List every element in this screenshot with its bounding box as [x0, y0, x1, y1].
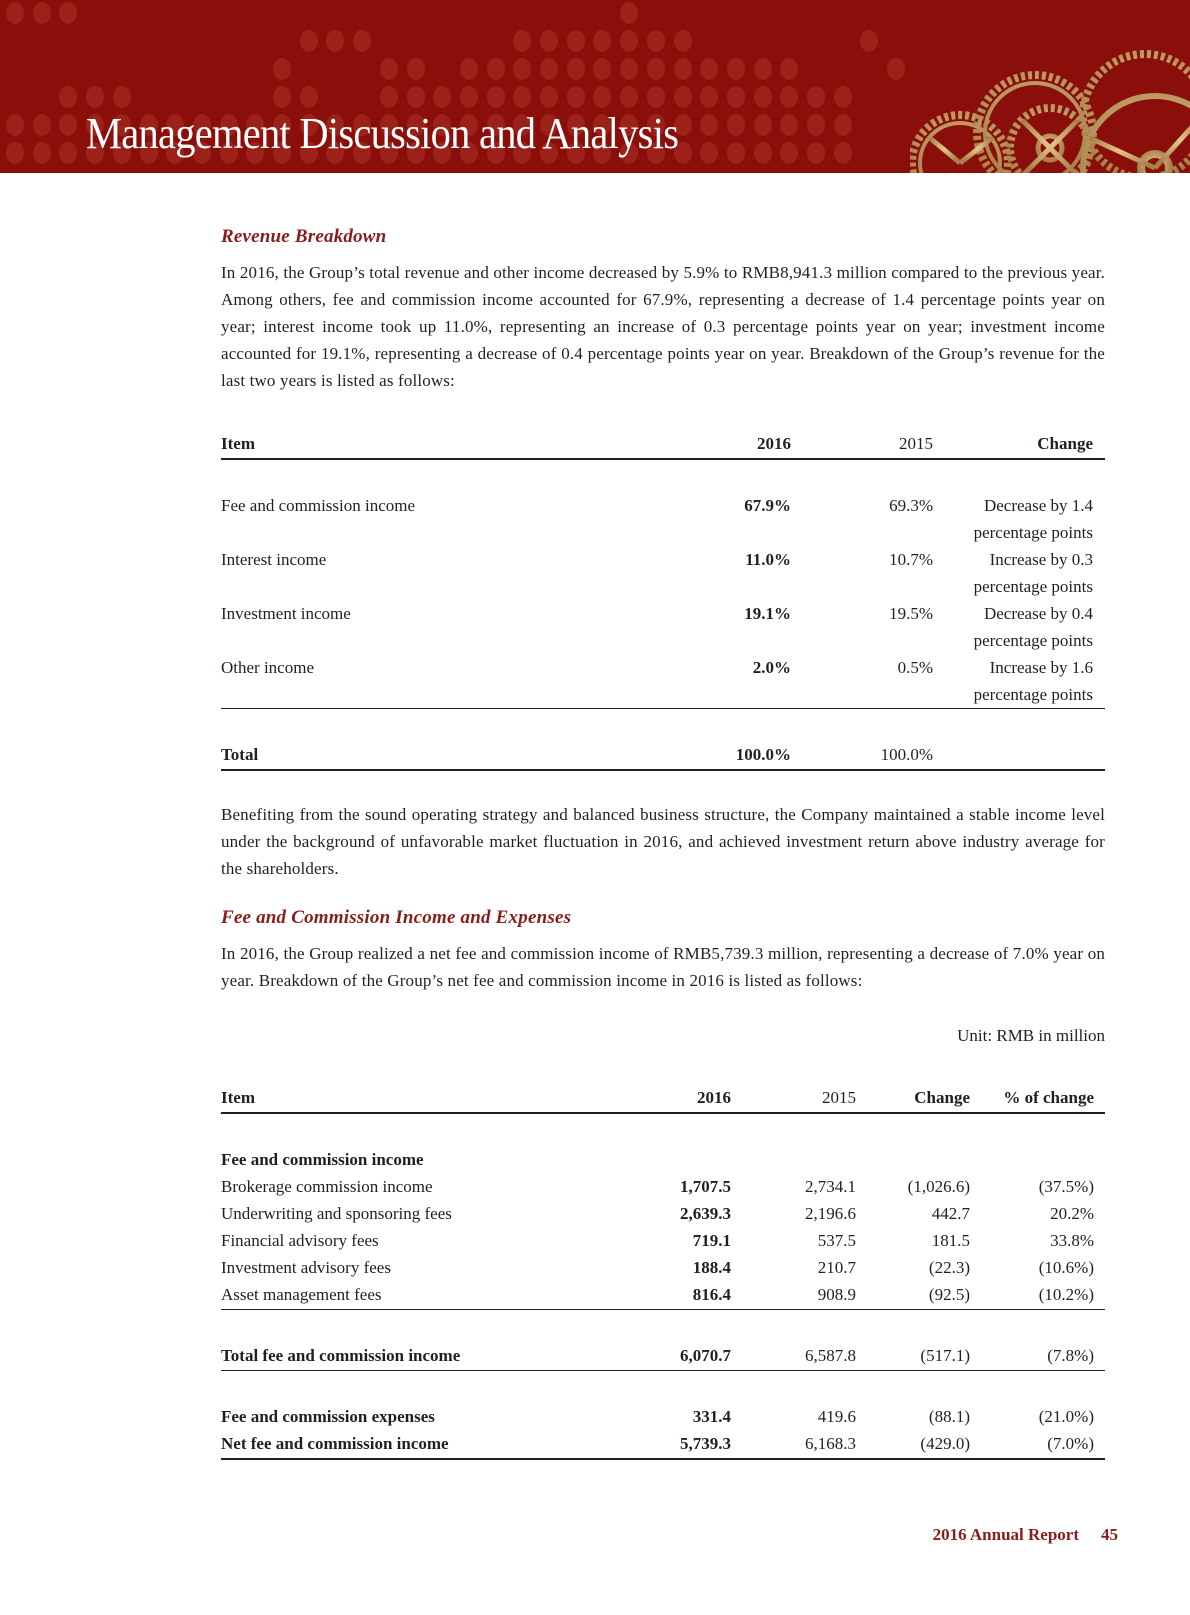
row-pct-change: 33.8% [1050, 1231, 1094, 1250]
column-header-change: Change [933, 420, 1105, 459]
decorative-dot [727, 142, 745, 164]
row-2015: 19.5% [889, 604, 933, 623]
table-row [221, 1200, 1105, 1227]
decorative-dot [780, 114, 798, 136]
change-line-2: percentage points [973, 685, 1093, 704]
report-label: 2016 Annual Report [932, 1525, 1079, 1544]
decorative-dot [834, 142, 852, 164]
decorative-dot [567, 86, 585, 108]
decorative-dot [754, 142, 772, 164]
column-header-item: Item [221, 1074, 631, 1113]
column-header-item: Item [221, 420, 691, 459]
decorative-dot [300, 30, 318, 52]
expenses-row [221, 1403, 1105, 1430]
total-2016: 100.0% [691, 709, 791, 771]
decorative-dot [887, 58, 905, 80]
net-2016: 5,739.3 [631, 1430, 731, 1459]
decorative-dot [727, 114, 745, 136]
decorative-dot [807, 114, 825, 136]
decorative-dot [407, 86, 425, 108]
fee-commission-table [221, 1074, 1105, 1460]
row-2015: 69.3% [889, 496, 933, 515]
table-group-row [221, 1146, 1105, 1173]
decorative-dot [6, 142, 24, 164]
total-2016: 6,070.7 [631, 1342, 731, 1371]
decorative-dot [273, 58, 291, 80]
revenue-intro-paragraph: In 2016, the Group’s total revenue and other income decreased by 5.9% to RMB8,941.3 million compared to the previous year. Among others, fee and commission income accounted for 67.9%, representing a decrease of 1.4 percentage points year on year; interest income took up 11.0%, representing an increase of 0.3 percentage points year on year; investment income accounted for 19.1%, representing a decrease of 0.4 percentage points year on year. Breakdown of the Group’s revenue for the last two years is listed as follows: [221, 263, 1105, 390]
row-change: 442.7 [931, 1204, 970, 1223]
decorative-dot [113, 86, 131, 108]
row-item: Other income [221, 654, 691, 709]
decorative-dot [33, 114, 51, 136]
decorative-dot [513, 30, 531, 52]
group-label: Fee and commission income [221, 1150, 424, 1169]
decorative-dot [700, 142, 718, 164]
decorative-dot [674, 86, 692, 108]
change-line-2: percentage points [973, 631, 1093, 650]
decorative-dot [540, 86, 558, 108]
net-label: Net fee and commission income [221, 1430, 631, 1459]
row-change [933, 546, 1105, 600]
decorative-dot [620, 86, 638, 108]
row-2016: 2.0% [691, 654, 791, 709]
decorative-dot [754, 86, 772, 108]
total-2015: 100.0% [791, 709, 933, 771]
decorative-dot [593, 58, 611, 80]
decorative-dot [780, 58, 798, 80]
header-banner [0, 0, 1190, 173]
row-2015: 537.5 [817, 1231, 856, 1250]
decorative-dot [567, 30, 585, 52]
row-change [933, 654, 1105, 709]
decorative-dot [513, 58, 531, 80]
revenue-breakdown-table [221, 420, 1105, 771]
net-income-row [221, 1430, 1105, 1459]
decorative-dot [780, 86, 798, 108]
total-change: (517.1) [856, 1342, 981, 1371]
column-header-2015: 2015 [791, 420, 933, 459]
decorative-dot [834, 86, 852, 108]
row-2016: 719.1 [692, 1231, 731, 1250]
decorative-dot [860, 30, 878, 52]
page-footer [933, 1525, 1118, 1545]
expenses-2016: 331.4 [692, 1407, 731, 1426]
change-line-1: Decrease by 0.4 [983, 604, 1093, 623]
decorative-dot [380, 86, 398, 108]
row-2016: 1,707.5 [680, 1177, 731, 1196]
decorative-dot [540, 58, 558, 80]
revenue-conclusion-paragraph: Benefiting from the sound operating strategy and balanced business structure, the Company maintained a stable income level under the background of unfavorable market fluctuation in 2016, and achieved investment return above industry average for the shareholders. [221, 805, 1105, 878]
total-2015: 6,587.8 [731, 1342, 856, 1371]
decorative-dot [700, 86, 718, 108]
row-change: (22.3) [928, 1258, 970, 1277]
table-row [221, 654, 1105, 709]
row-item: Investment income [221, 604, 351, 623]
row-item: Asset management fees [221, 1281, 631, 1310]
decorative-dot [433, 86, 451, 108]
decorative-dot [59, 86, 77, 108]
table-total-row [221, 709, 1105, 771]
row-change [933, 492, 1105, 546]
row-2016: 816.4 [631, 1281, 731, 1310]
row-change: (1,026.6) [907, 1177, 970, 1196]
decorative-dot [754, 58, 772, 80]
table-row [221, 546, 1105, 600]
decorative-dot [487, 58, 505, 80]
row-2016: 19.1% [744, 604, 791, 623]
decorative-dot [647, 58, 665, 80]
table-row [221, 1227, 1105, 1254]
decorative-dot [700, 114, 718, 136]
row-pct-change: (37.5%) [1038, 1177, 1094, 1196]
decorative-dot [59, 2, 77, 24]
row-2015: 908.9 [731, 1281, 856, 1310]
decorative-dot [593, 86, 611, 108]
decorative-dot [487, 86, 505, 108]
table-row [221, 1173, 1105, 1200]
row-2016: 188.4 [692, 1258, 731, 1277]
row-2015: 2,734.1 [805, 1177, 856, 1196]
decorative-dot [674, 30, 692, 52]
decorative-dot [567, 58, 585, 80]
decorative-dot [620, 58, 638, 80]
column-header-2016: 2016 [691, 420, 791, 459]
table-row [221, 1281, 1105, 1310]
row-2015: 2,196.6 [805, 1204, 856, 1223]
decorative-dot [647, 86, 665, 108]
decorative-dot [727, 58, 745, 80]
decorative-dot [513, 86, 531, 108]
row-2016: 11.0% [745, 550, 791, 569]
page-number: 45 [1101, 1525, 1118, 1544]
decorative-dot [807, 142, 825, 164]
decorative-dot [647, 30, 665, 52]
row-item: Financial advisory fees [221, 1231, 379, 1250]
decorative-dot [754, 114, 772, 136]
decorative-dot [59, 114, 77, 136]
table-row [221, 600, 1105, 654]
table-total-row [221, 1342, 1105, 1371]
decorative-dot [6, 114, 24, 136]
gears-illustration-icon [910, 38, 1190, 173]
row-change: 181.5 [931, 1231, 970, 1250]
row-2016: 2,639.3 [680, 1204, 731, 1223]
table-header-row [221, 420, 1105, 459]
expenses-2015: 419.6 [817, 1407, 856, 1426]
change-line-1: Decrease by 1.4 [983, 496, 1093, 515]
decorative-dot [59, 142, 77, 164]
decorative-dot [593, 30, 611, 52]
decorative-dot [353, 30, 371, 52]
row-change [933, 600, 1105, 654]
decorative-dot [780, 142, 798, 164]
total-label: Total fee and commission income [221, 1342, 631, 1371]
net-change: (429.0) [856, 1430, 981, 1459]
decorative-dot [380, 58, 398, 80]
total-label: Total [221, 709, 691, 771]
decorative-dot [33, 142, 51, 164]
total-change [933, 709, 1105, 771]
net-2015: 6,168.3 [731, 1430, 856, 1459]
main-content [221, 215, 1105, 1460]
row-change: (92.5) [856, 1281, 981, 1310]
change-line-1: Increase by 0.3 [989, 550, 1093, 569]
row-item: Fee and commission income [221, 496, 416, 515]
decorative-dot [727, 86, 745, 108]
decorative-dot [460, 86, 478, 108]
change-line-1: Increase by 1.6 [989, 658, 1093, 677]
decorative-dot [273, 86, 291, 108]
total-pct-change: (7.8%) [981, 1342, 1105, 1371]
row-pct-change: (10.2%) [981, 1281, 1105, 1310]
decorative-dot [674, 58, 692, 80]
row-item: Interest income [221, 550, 327, 569]
column-header-pct-change: % of change [981, 1074, 1105, 1113]
decorative-dot [620, 2, 638, 24]
row-pct-change: (10.6%) [1038, 1258, 1094, 1277]
column-header-2016: 2016 [631, 1074, 731, 1113]
row-2015: 10.7% [889, 550, 933, 569]
expenses-label: Fee and commission expenses [221, 1407, 435, 1426]
decorative-dot [6, 2, 24, 24]
expenses-pct-change: (21.0%) [1038, 1407, 1094, 1426]
decorative-dot [407, 58, 425, 80]
decorative-dot [300, 86, 318, 108]
decorative-dot [834, 114, 852, 136]
decorative-dot [540, 30, 558, 52]
decorative-dot [33, 2, 51, 24]
decorative-dot [326, 30, 344, 52]
fee-intro-paragraph: In 2016, the Group realized a net fee and commission income of RMB5,739.3 million, representing a decrease of 7.0% year on year. Breakdown of the Group’s net fee and commission income in 2016 is listed as follows: [221, 944, 1105, 990]
change-line-2: percentage points [973, 523, 1093, 542]
fee-commission-heading: Fee and Commission Income and Expenses [221, 907, 572, 928]
revenue-breakdown-heading: Revenue Breakdown [221, 226, 387, 247]
page-title: Management Discussion and Analysis [86, 109, 679, 158]
decorative-dot [620, 30, 638, 52]
row-item: Brokerage commission income [221, 1177, 433, 1196]
row-item: Underwriting and sponsoring fees [221, 1204, 452, 1223]
row-2015: 0.5% [791, 654, 933, 709]
decorative-dot [460, 58, 478, 80]
table-header-row [221, 1074, 1105, 1113]
net-pct-change: (7.0%) [981, 1430, 1105, 1459]
row-item: Investment advisory fees [221, 1258, 391, 1277]
column-header-2015: 2015 [731, 1074, 856, 1113]
decorative-dot [807, 86, 825, 108]
row-2015: 210.7 [817, 1258, 856, 1277]
expenses-change: (88.1) [928, 1407, 970, 1426]
row-2016: 67.9% [744, 496, 791, 515]
table-row [221, 1254, 1105, 1281]
row-pct-change: 20.2% [1050, 1204, 1094, 1223]
decorative-dot [86, 86, 104, 108]
unit-label: Unit: RMB in million [957, 1026, 1105, 1045]
change-line-2: percentage points [973, 577, 1093, 596]
decorative-dot [700, 58, 718, 80]
table-row [221, 492, 1105, 546]
column-header-change: Change [856, 1074, 981, 1113]
